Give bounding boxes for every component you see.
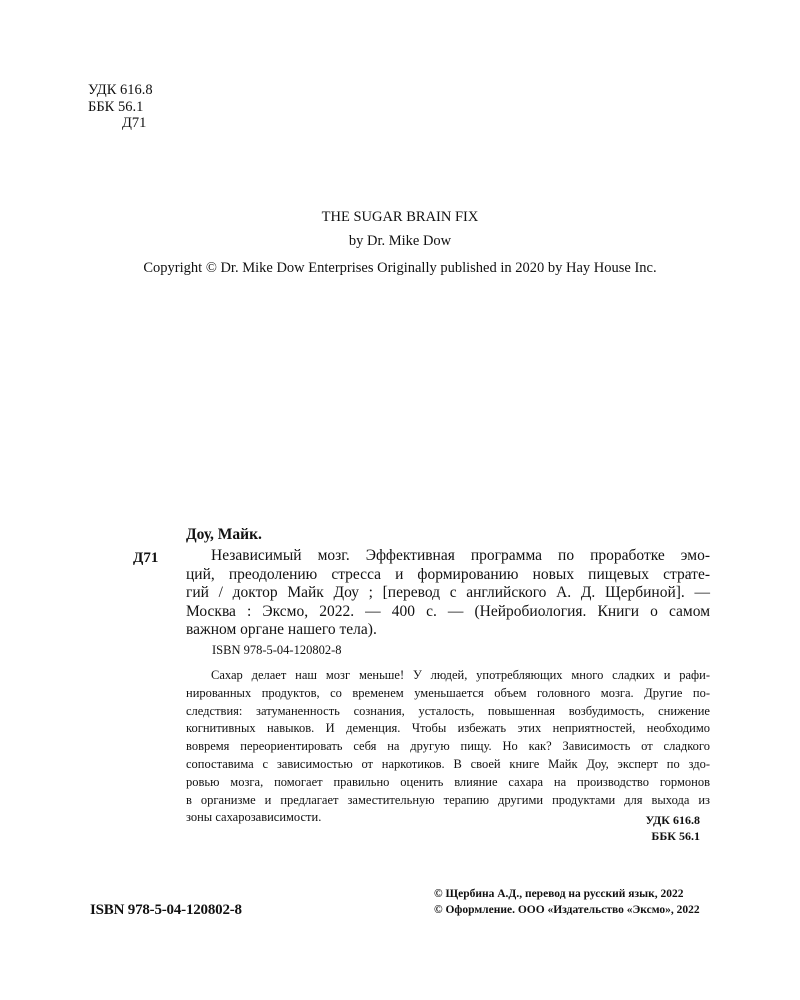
footer-isbn: ISBN 978-5-04-120802-8 xyxy=(90,902,242,918)
entry-line: гий / доктор Майк Доу ; [перевод с английского А. Д. Щербиной]. — xyxy=(186,584,710,601)
udk-code: УДК 616.8 xyxy=(88,82,153,98)
classification-top xyxy=(88,82,153,132)
entry-isbn: ISBN 978-5-04-120802-8 xyxy=(212,643,342,657)
annotation xyxy=(186,667,710,827)
annotation-line: нированных продуктов, со временем уменьшается объем головного мозга. Другие по- xyxy=(186,685,710,700)
annotation-line: вовремя переориентировать себя на другую пищу. Но как? Зависимость от сладкого xyxy=(186,739,710,754)
entry-heading: Доу, Майк. xyxy=(186,526,262,543)
annotation-line: следствия: затуманенность сознания, усталость, повышенная возбудимость, снижение xyxy=(186,703,710,718)
author-mark: Д71 xyxy=(122,115,147,131)
classification-bottom xyxy=(0,812,700,844)
original-author: by Dr. Mike Dow xyxy=(348,233,452,249)
annotation-line: сопоставима с зависимостью от наркотиков. В своей книге Майк Доу, эксперт по здо- xyxy=(186,756,710,771)
entry-line: Москва : Эксмо, 2022. — 400 с. — (Нейробиология. Книги о самом xyxy=(186,602,710,620)
udk-code-bottom: УДК 616.8 xyxy=(645,813,700,827)
original-title: THE SUGAR BRAIN FIX xyxy=(321,209,479,225)
annotation-line: зоны сахарозависимости. xyxy=(186,810,322,825)
annotation-line: ровью мозга, помогает правильно оценить влияние сахара на производство гормонов xyxy=(186,774,710,789)
entry-line: Независимый мозг. Эффективная программа по проработке эмо- xyxy=(211,547,710,564)
entry-line: важном органе нашего тела). xyxy=(186,621,377,638)
copyright-design: © Оформление. ООО «Издательство «Эксмо», 2022 xyxy=(434,904,700,916)
bbk-code: ББК 56.1 xyxy=(88,98,144,115)
entry-author-mark: Д71 xyxy=(133,550,159,566)
bbk-code-bottom: ББК 56.1 xyxy=(651,829,700,843)
entry-description xyxy=(186,547,710,640)
annotation-line: в организме и предлагает заместительную терапию другими продуктами для выхода из xyxy=(186,792,710,807)
footer-copyrights xyxy=(434,886,700,918)
copyright-translation: © Щербина А.Д., перевод на русский язык, 2022 xyxy=(434,888,684,900)
annotation-line: когнитивных навыков. И деменция. Чтобы избежать этих неприятностей, необходимо xyxy=(186,721,710,736)
annotation-line: Сахар делает наш мозг меньше! У людей, употребляющих много сладких и рафи- xyxy=(211,668,710,682)
original-copyright: Copyright © Dr. Mike Dow Enterprises Originally published in 2020 by Hay House Inc. xyxy=(143,260,657,276)
entry-line: ций, преодолению стресса и формированию новых пищевых страте- xyxy=(186,565,710,583)
